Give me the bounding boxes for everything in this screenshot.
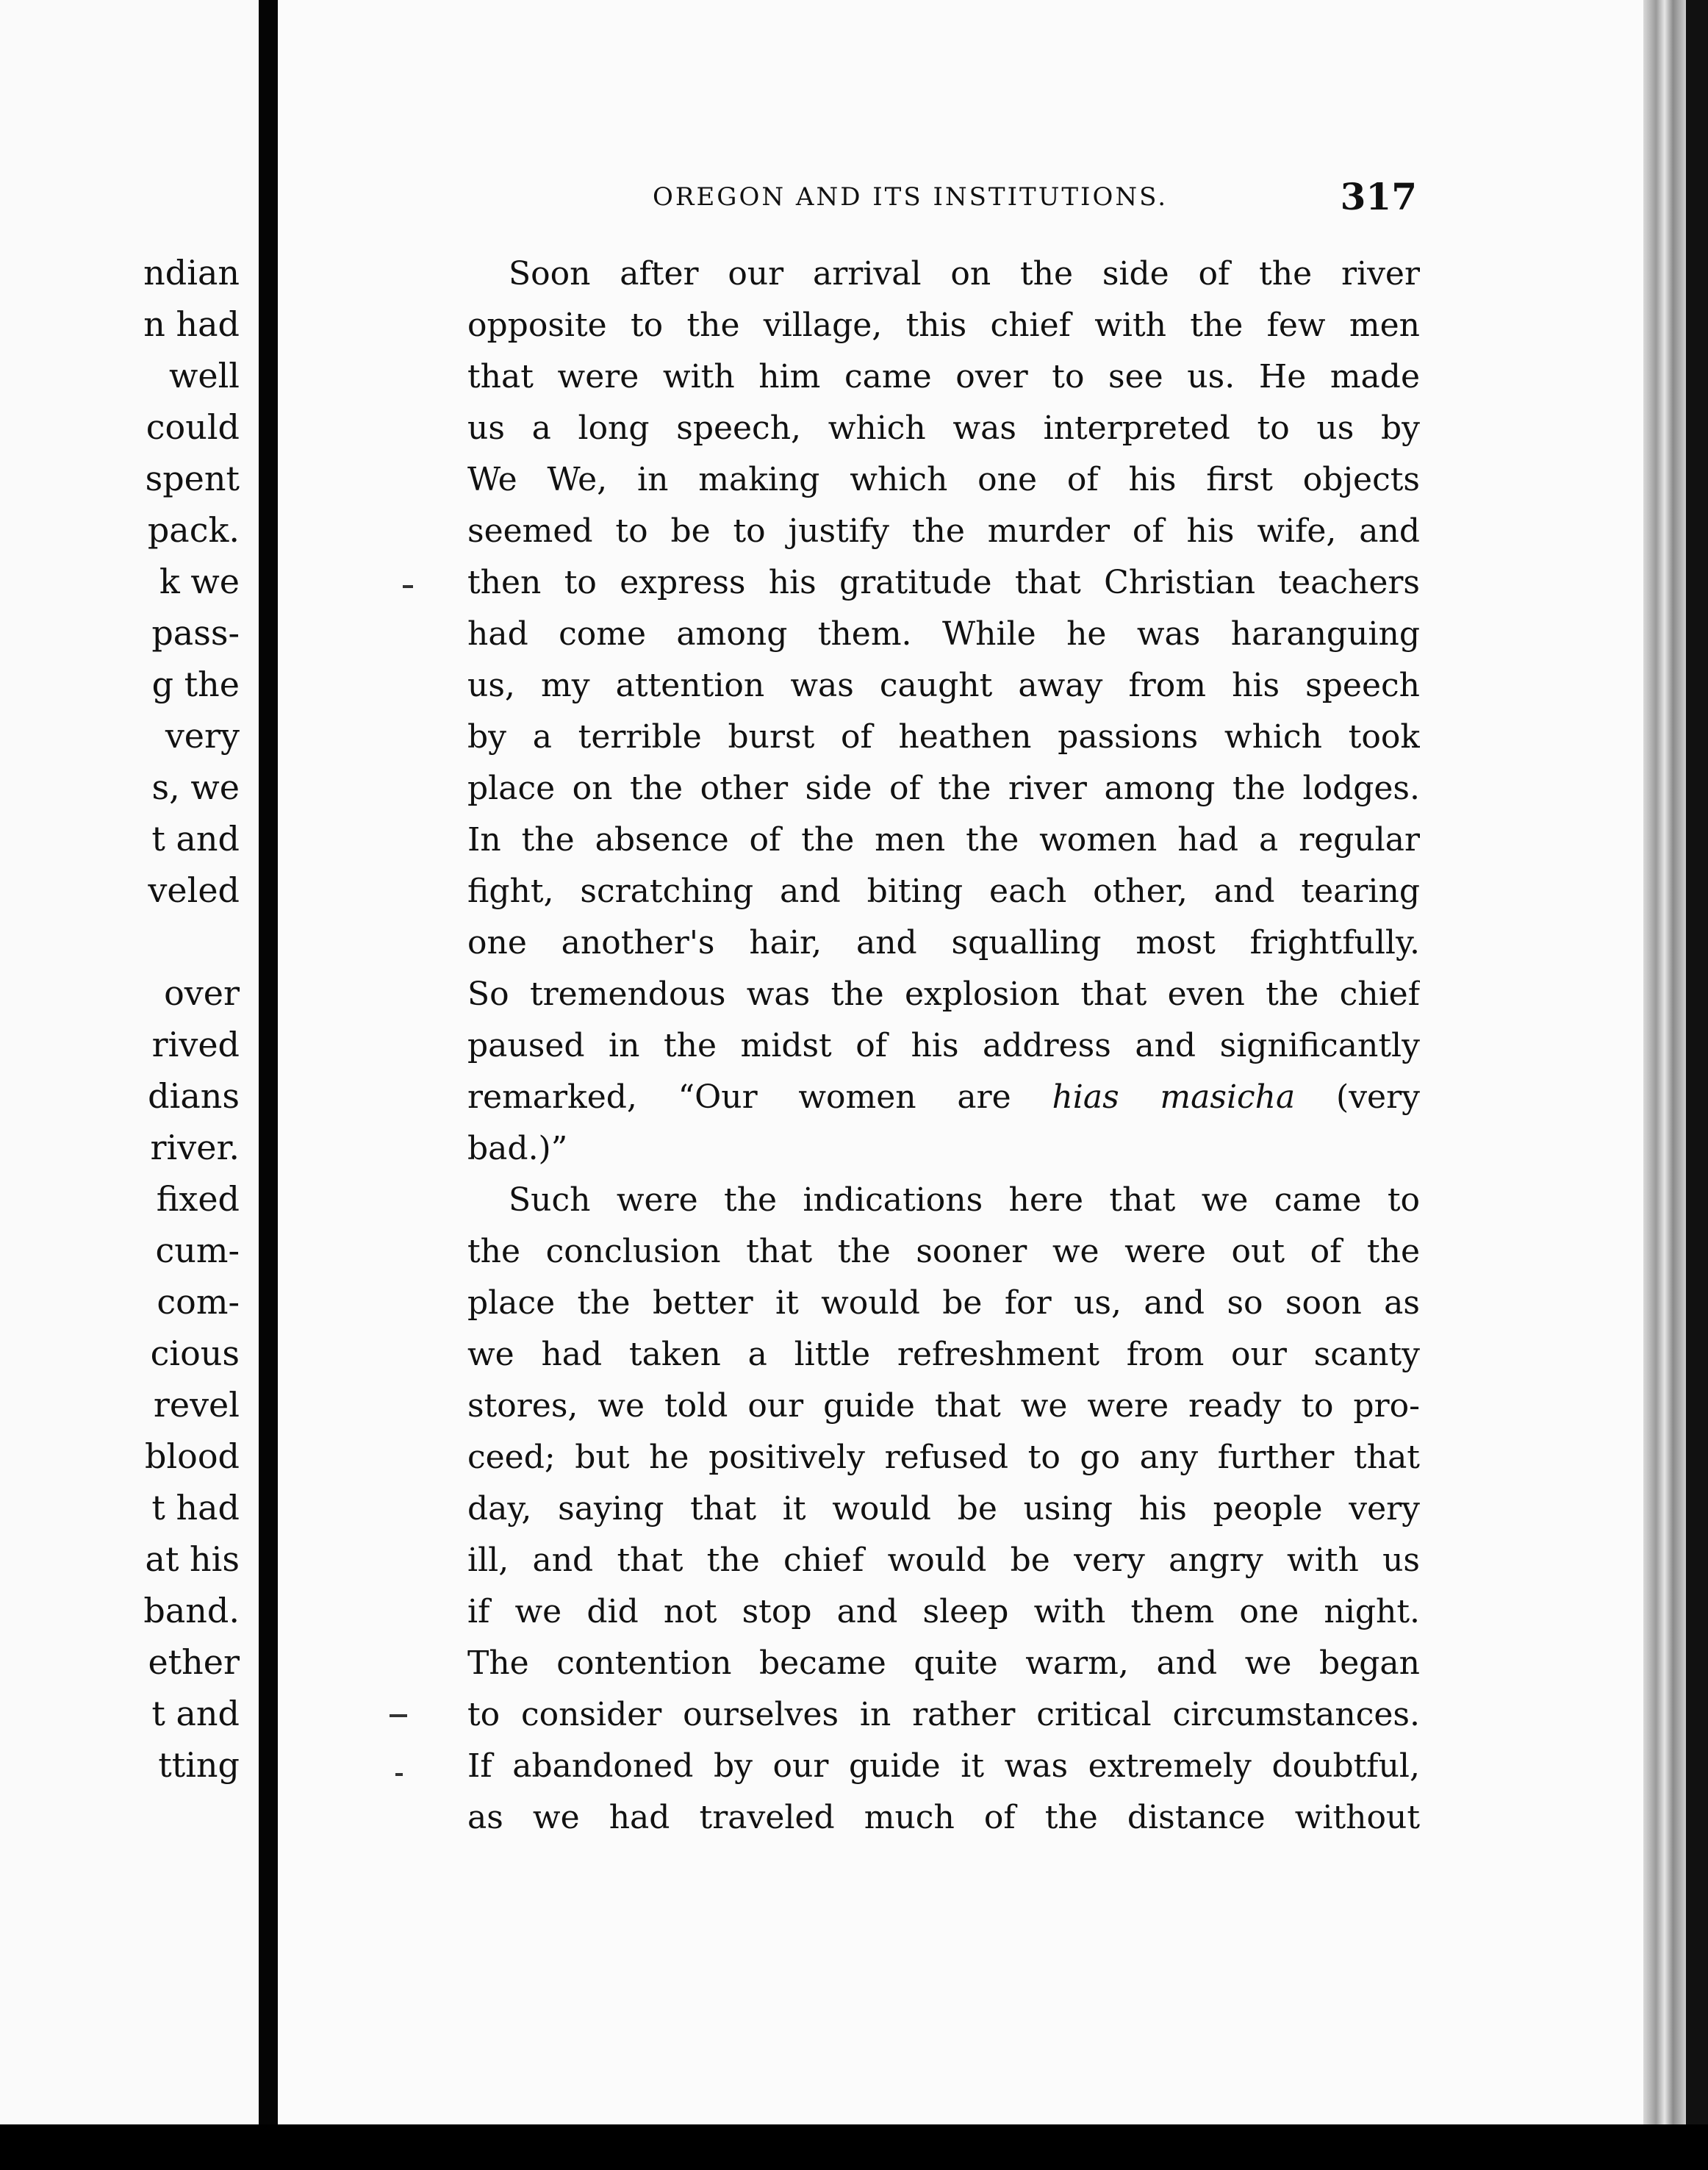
text-line: fight, scratching and biting each other, and tearing [467,873,1420,910]
left-line: ether [148,1642,240,1682]
left-line: n had [143,304,240,344]
text-segment: remarked, “Our women are [467,1078,1011,1116]
text-line: place on the other side of the river among the lodges. [467,770,1420,807]
text-line: we had taken a little refreshment from our scanty [467,1336,1420,1373]
text-line: us, my attention was caught away from his speech [467,667,1420,704]
text-line-with-italic [467,1072,1420,1123]
text-line: to consider ourselves in rather critical circumstances. [467,1696,1420,1733]
left-line: well [168,356,240,395]
scan-border-bottom [0,2124,1708,2170]
left-line: t and [151,1694,240,1733]
left-line: g the [151,665,240,704]
text-line: by a terrible burst of heathen passions which took [467,718,1420,756]
text-line: ceed; but he positively refused to go any further that [467,1439,1420,1476]
text-line: The contention became quite warm, and we began [467,1644,1420,1682]
left-line: over [164,973,240,1013]
left-line: dians [148,1076,240,1116]
text-line: place the better it would be for us, and so soon as [467,1284,1420,1322]
left-line-blank [0,916,240,967]
body-text [467,248,1420,1844]
text-line: If abandoned by our guide it was extremely doubtful, [467,1747,1420,1785]
left-line: veled [148,870,240,910]
text-line: stores, we told our guide that we were ready to pro- [467,1387,1420,1425]
text-line: one another's hair, and squalling most frightfully. [467,924,1420,962]
left-line: ndian [143,253,240,293]
margin-speck [390,1714,407,1717]
text-line: In the absence of the men the women had a regular [467,821,1420,859]
left-line: spent [145,459,240,498]
left-line: cum- [155,1231,240,1270]
text-line: had come among them. While he was haranguing [467,615,1420,653]
text-line: Soon after our arrival on the side of the river [509,255,1420,293]
left-line: very [165,716,240,756]
text-line: us a long speech, which was interpreted to us by [467,409,1420,447]
text-line: ill, and that the chief would be very angry with us [467,1541,1420,1579]
left-line: could [146,407,240,447]
text-line: if we did not stop and sleep with them one night. [467,1593,1420,1630]
left-line: tting [158,1745,240,1785]
left-page-text [0,247,240,1791]
left-line: rived [151,1025,240,1064]
text-line: then to express his gratitude that Christian teachers [467,564,1420,601]
text-line: We We, in making which one of his first objects [467,461,1420,498]
left-line: band. [143,1591,240,1630]
left-line: s, we [151,767,240,807]
running-head [653,175,1417,226]
left-line: at his [145,1539,240,1579]
text-segment: (very [1336,1078,1420,1116]
left-line: pack. [147,510,240,550]
text-line: day, saying that it would be using his people very [467,1490,1420,1528]
running-title: OREGON AND ITS INSTITUTIONS. [653,182,1168,212]
left-line: t had [151,1488,240,1528]
page-number: 317 [1340,175,1417,218]
left-line: t and [151,819,240,859]
text-line: seemed to be to justify the murder of his wife, and [467,512,1420,550]
text-line: as we had traveled much of the distance without [467,1799,1420,1836]
page-edges [1643,0,1686,2124]
text-line: paused in the midst of his address and significantly [467,1027,1420,1064]
text-line: opposite to the village, this chief with the few men [467,307,1420,344]
scan-border-right [1686,0,1708,2170]
left-line: com- [157,1282,240,1322]
italic-phrase: hias masicha [1052,1078,1296,1116]
book-gutter [259,0,278,2170]
text-line: bad.)” [467,1130,568,1167]
margin-speck [395,1773,403,1776]
left-line: fixed [156,1179,240,1219]
text-line: So tremendous was the explosion that even the chief [467,975,1420,1013]
left-line: blood [145,1436,240,1476]
left-facing-page [0,0,259,2124]
text-line: that were with him came over to see us. He made [467,358,1420,395]
left-line: pass- [151,613,240,653]
left-line: revel [153,1385,240,1425]
text-line: Such were the indications here that we came to [509,1181,1420,1219]
left-line: k we [159,562,240,601]
margin-speck [403,585,413,588]
left-line: cious [150,1333,240,1373]
text-line: the conclusion that the sooner we were out of the [467,1233,1420,1270]
left-line: river. [150,1128,240,1167]
